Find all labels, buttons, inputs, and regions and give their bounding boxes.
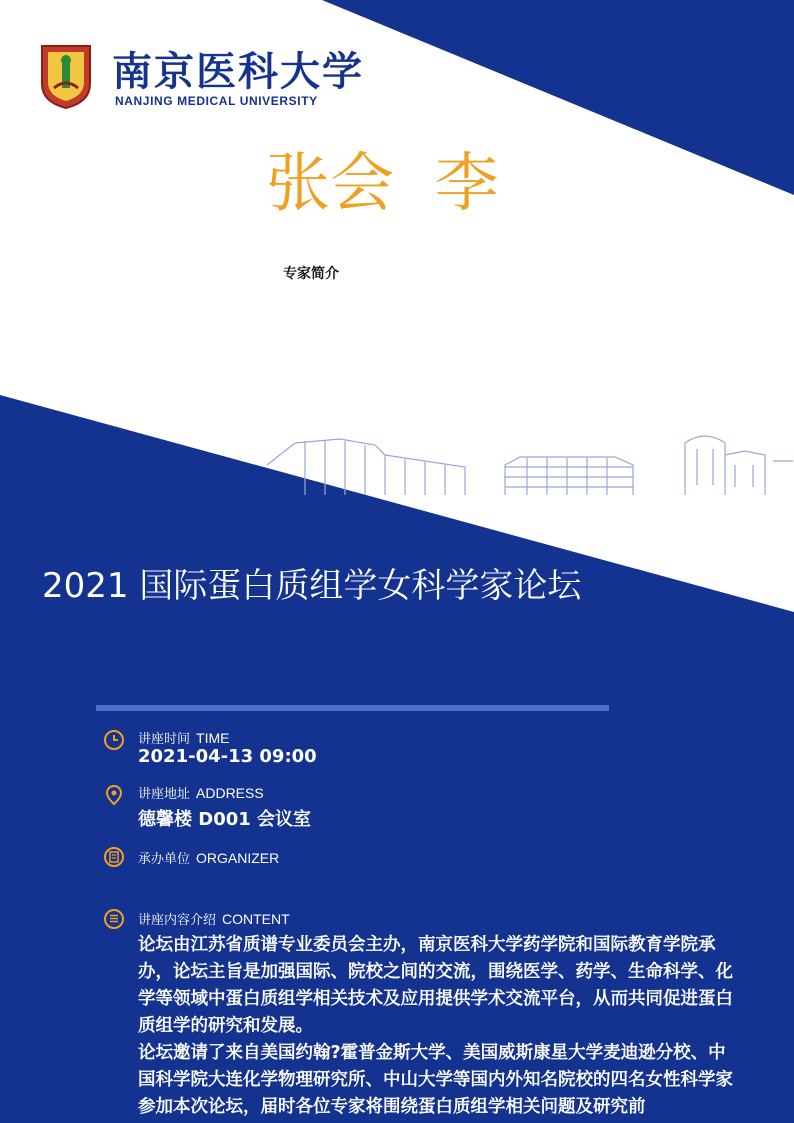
- location-pin-icon: [103, 784, 125, 806]
- content-paragraph-2: 论坛邀请了来自美国约翰?霍普金斯大学、美国威斯康星大学麦迪逊分校、中国科学院大连化学物理研究所、中山大学等国内外知名院校的四名女性科学家参加本次论坛，届时各位专家将围绕蛋白质组学相关问题及研究前: [138, 1043, 733, 1117]
- document-list-icon: [103, 908, 125, 930]
- time-label-cn: 讲座时间: [138, 732, 191, 747]
- time-value: 2021-04-13 09:00: [138, 746, 317, 767]
- expert-intro-label: 专家简介: [283, 266, 339, 282]
- speaker-name: 张会 李: [266, 147, 499, 221]
- content-label: [138, 909, 290, 928]
- section-divider: [96, 705, 609, 711]
- forum-title: 2021 国际蛋白质组学女科学家论坛: [42, 566, 582, 606]
- content-description: [138, 932, 738, 1123]
- university-name-cn: 南京医科大学: [112, 48, 364, 95]
- time-label: [138, 728, 229, 747]
- university-emblem-icon: [40, 44, 92, 110]
- campus-skyline-illustration: [265, 425, 794, 495]
- address-value: 德馨楼 D001 会议室: [138, 809, 312, 830]
- time-label-en: TIME: [196, 730, 230, 746]
- address-label: [138, 783, 264, 802]
- address-label-en: ADDRESS: [196, 785, 264, 801]
- university-name-en: NANJING MEDICAL UNIVERSITY: [115, 94, 318, 108]
- address-label-cn: 讲座地址: [138, 787, 191, 802]
- organizer-label-en: ORGANIZER: [196, 850, 280, 866]
- content-paragraph-1: 论坛由江苏省质谱专业委员会主办，南京医科大学药学院和国际教育学院承办，论坛主旨是加强国际、院校之间的交流，围绕医学、药学、生命科学、化学等领域中蛋白质组学相关技术及应用提供学术交流平台，从而共同促进蛋白质组学的研究和发展。: [138, 935, 733, 1036]
- organizer-label: [138, 848, 279, 867]
- content-label-en: CONTENT: [222, 911, 290, 927]
- clock-icon: [103, 729, 125, 751]
- building-icon: [103, 846, 125, 868]
- organizer-label-cn: 承办单位: [138, 852, 191, 867]
- content-label-cn: 讲座内容介绍: [138, 913, 217, 928]
